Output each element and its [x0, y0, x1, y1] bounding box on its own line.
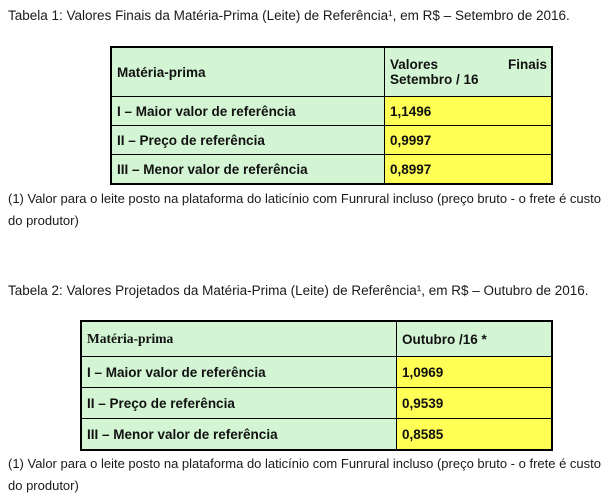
table1-header-valores-finais — [385, 47, 553, 97]
table1-header-setembro: Setembro / 16 — [390, 72, 479, 87]
table2-header-outubro: Outubro /16 * — [397, 321, 553, 357]
table-row — [81, 357, 552, 388]
table1-row3-label: III – Menor valor de referência — [111, 155, 385, 185]
table1 — [110, 46, 553, 185]
table1-header-valores: Valores — [390, 57, 439, 72]
table2-title: Tabela 2: Valores Projetados da Matéria-Prima (Leite) de Referência¹, em R$ – Outubro de 2016. — [8, 283, 589, 298]
table-row — [81, 419, 552, 451]
table1-header-row — [111, 47, 552, 97]
table1-row1-label: I – Maior valor de referência — [111, 97, 385, 126]
table1-header-materia-prima: Matéria-prima — [111, 47, 385, 97]
table1-row1-value: 1,1496 — [385, 97, 553, 126]
table2-row2-value: 0,9539 — [397, 388, 553, 419]
table2-footnote: (1) Valor para o leite posto na plataforma do laticínio com Funrural incluso (preço bruto - o frete é custo do produtor) — [8, 456, 601, 493]
table2-header-materia-prima: Matéria-prima — [81, 321, 397, 357]
table2-row3-value: 0,8585 — [397, 419, 553, 451]
table1-footnote: (1) Valor para o leite posto na plataforma do laticínio com Funrural incluso (preço bruto - o frete é custo do produtor) — [8, 191, 601, 228]
table2-row2-label: II – Preço de referência — [81, 388, 397, 419]
table1-header-line1 — [390, 57, 547, 72]
table-row — [111, 97, 552, 126]
table2-header-row — [81, 321, 552, 357]
table2-row3-label: III – Menor valor de referência — [81, 419, 397, 451]
table2 — [80, 320, 553, 451]
table2-row1-value: 1,0969 — [397, 357, 553, 388]
table2-row1-label: I – Maior valor de referência — [81, 357, 397, 388]
table1-row2-value: 0,9997 — [385, 126, 553, 155]
table-row — [111, 155, 552, 185]
table1-row3-value: 0,8997 — [385, 155, 553, 185]
table-row — [111, 126, 552, 155]
table1-header-finais: Finais — [507, 57, 547, 72]
table1-row2-label: II – Preço de referência — [111, 126, 385, 155]
table-row — [81, 388, 552, 419]
table1-title: Tabela 1: Valores Finais da Matéria-Prima (Leite) de Referência¹, em R$ – Setembro de 2016. — [8, 8, 570, 23]
